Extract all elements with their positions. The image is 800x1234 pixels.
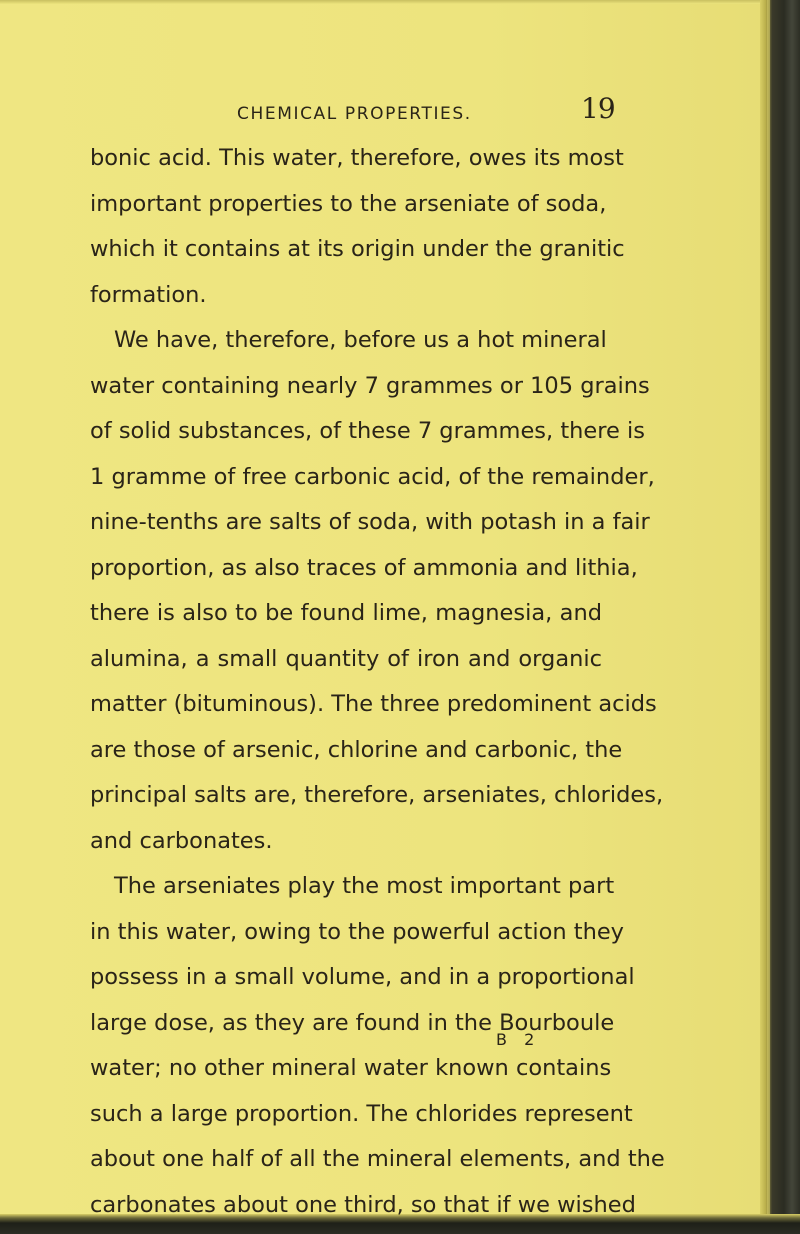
page-number: 19 bbox=[581, 92, 615, 125]
text-line: possess in a small volume, and in a proportional bbox=[90, 964, 635, 990]
text-line: We have, therefore, before us a hot mineral bbox=[114, 327, 607, 353]
text-line: large dose, as they are found in the Bourboule bbox=[90, 1009, 615, 1036]
text-line: about one half of all the mineral elements, and the bbox=[90, 1146, 665, 1172]
text-line: formation. bbox=[90, 281, 207, 308]
binding-edge bbox=[760, 0, 800, 1234]
text-line: alumina, a small quantity of iron and organic bbox=[90, 645, 602, 672]
text-line: The arseniates play the most important part bbox=[114, 873, 615, 899]
page-top-edge bbox=[0, 0, 800, 4]
text-line: of solid substances, of these 7 grammes, there is bbox=[90, 418, 645, 444]
text-line: which it contains at its origin under the granitic bbox=[90, 236, 625, 262]
text-line: such a large proportion. The chlorides represent bbox=[90, 1100, 633, 1127]
text-line: principal salts are, therefore, arseniates, chlorides, bbox=[90, 782, 664, 808]
running-head: CHEMICAL PROPERTIES. bbox=[237, 104, 472, 124]
text-line: bonic acid. This water, therefore, owes its most bbox=[90, 145, 624, 171]
text-line: water; no other mineral water known contains bbox=[90, 1055, 612, 1081]
text-line: and carbonates. bbox=[90, 827, 273, 854]
text-line: there is also to be found lime, magnesia, and bbox=[90, 600, 602, 626]
signature-mark: B 2 bbox=[496, 1030, 541, 1049]
text-line: proportion, as also traces of ammonia and lithia, bbox=[90, 554, 638, 581]
text-line: carbonates about one third, so that if we wished bbox=[90, 1191, 636, 1218]
text-line: important properties to the arseniate of soda, bbox=[90, 190, 607, 217]
text-line: water containing nearly 7 grammes or 105 grains bbox=[90, 372, 650, 399]
text-line: matter (bituminous). The three predominent acids bbox=[90, 691, 657, 717]
text-line: are those of arsenic, chlorine and carbonic, the bbox=[90, 736, 623, 763]
text-line: 1 gramme of free carbonic acid, of the remainder, bbox=[90, 463, 655, 490]
text-line: nine-tenths are salts of soda, with potash in a fair bbox=[90, 509, 650, 535]
text-line: in this water, owing to the powerful action they bbox=[90, 918, 624, 945]
body-text bbox=[90, 136, 665, 1228]
binding-highlight bbox=[767, 0, 770, 1234]
